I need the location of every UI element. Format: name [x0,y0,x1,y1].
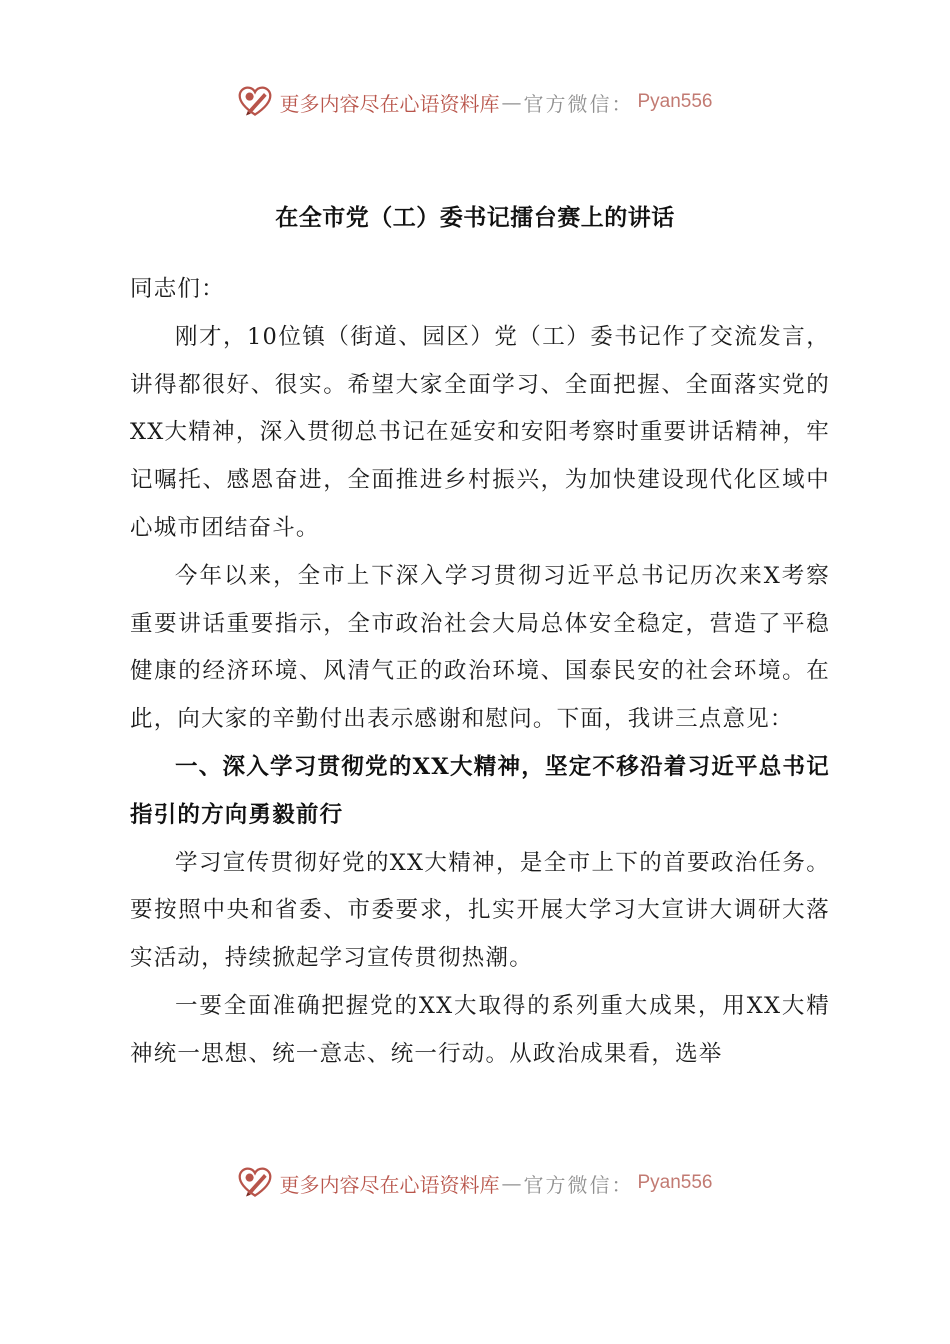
heart-pen-logo-icon [237,84,273,120]
watermark-wechat-id: Pyan556 [637,91,713,112]
watermark-wechat-label: 官方微信： [523,91,634,116]
watermark-dash: — [501,1171,522,1195]
header-watermark [0,82,950,122]
section-heading-1: 一、深入学习贯彻党的XX大精神，坚定不移沿着习近平总书记指引的方向勇毅前行 [130,753,830,828]
watermark-library-text: 更多内容尽在心语资料库 [279,91,500,116]
document-body [130,266,830,1079]
paragraph-1: 刚才，10位镇（街道、园区）党（工）委书记作了交流发言，讲得都很好、很实。希望大家全面学习、全面把握、全面落实党的XX大精神，深入贯彻总书记在延安和安阳考察时重要讲话精神，牢记嘱托、感恩奋进，全面推进乡村振兴，为加快建设现代化区域中心城市团结奋斗。 [130,323,830,541]
watermark-wechat-label: 官方微信： [523,1172,634,1197]
footer-watermark [0,1163,950,1203]
document-title: 在全市党（工）委书记擂台赛上的讲话 [275,204,675,231]
watermark-dash: — [501,90,522,114]
paragraph-4: 一要全面准确把握党的XX大取得的系列重大成果，用XX大精神统一思想、统一意志、统一行动。从政治成果看，选举 [130,992,830,1067]
paragraph-2: 今年以来，全市上下深入学习贯彻习近平总书记历次来X考察重要讲话重要指示，全市政治社会大局总体安全稳定，营造了平稳健康的经济环境、风清气正的政治环境、国泰民安的社会环境。在此，向大家的辛勤付出表示感谢和慰问。下面，我讲三点意见： [130,562,830,733]
heart-pen-logo-icon [237,1165,273,1201]
watermark-wechat-id: Pyan556 [637,1172,713,1193]
paragraph-3: 学习宣传贯彻好党的XX大精神，是全市上下的首要政治任务。要按照中央和省委、市委要求，扎实开展大学习大宣讲大调研大落实活动，持续掀起学习宣传贯彻热潮。 [130,849,830,972]
watermark-library-text: 更多内容尽在心语资料库 [279,1172,500,1197]
salutation: 同志们： [130,276,225,302]
